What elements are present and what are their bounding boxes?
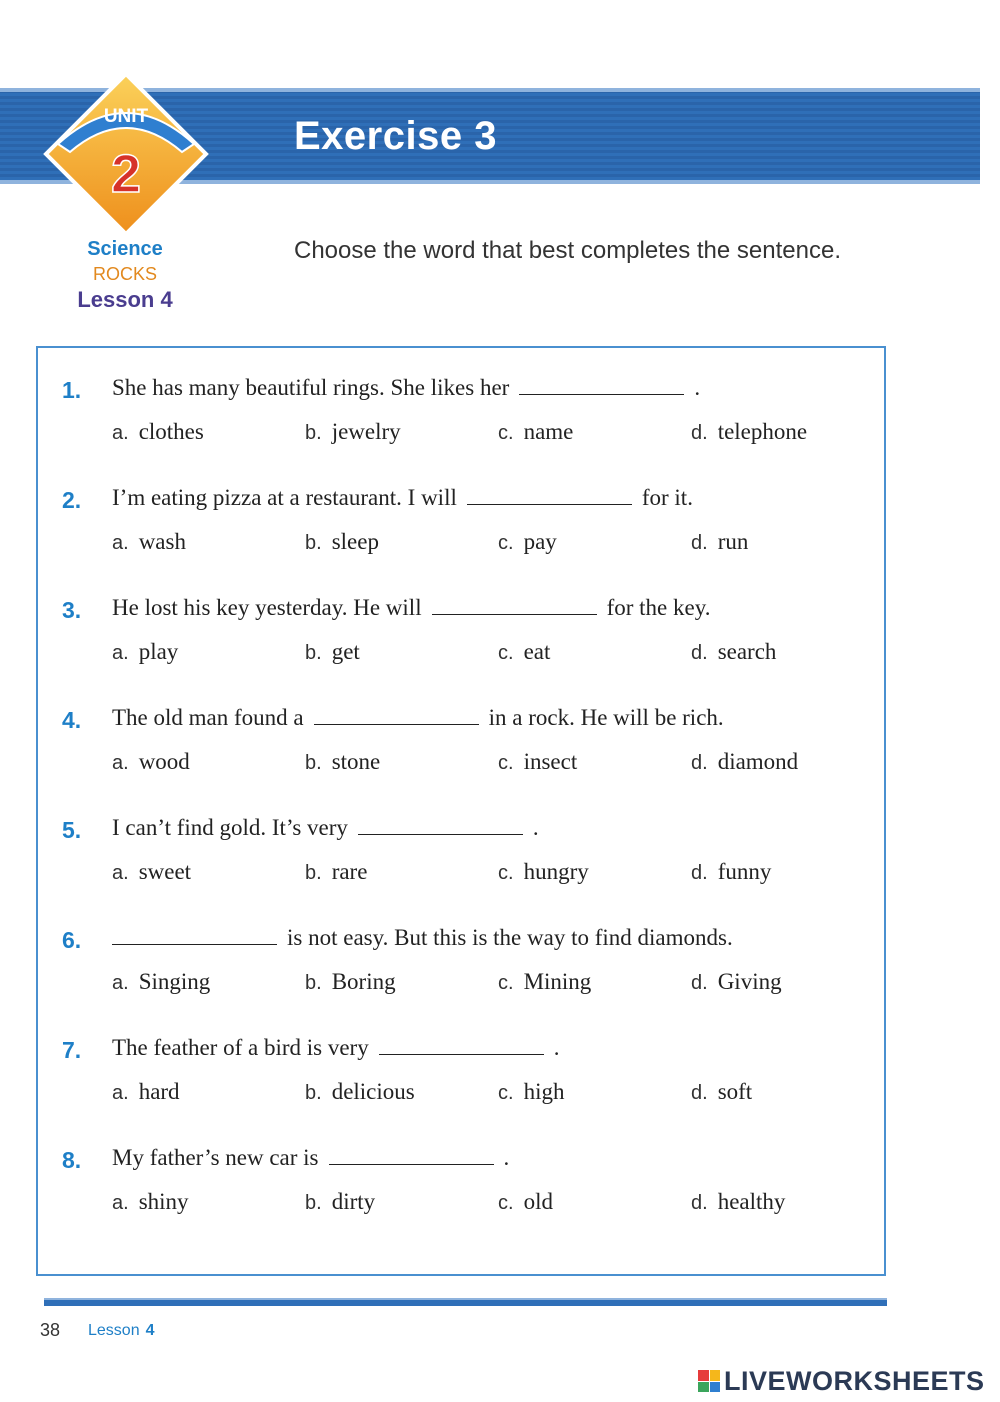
option-letter: d. <box>691 1082 708 1104</box>
sentence-before-blank: She has many beautiful rings. She likes her <box>112 375 510 400</box>
option-letter: b. <box>305 1082 322 1104</box>
theme-label: ROCKS <box>92 264 157 284</box>
instructions: Choose the word that best completes the sentence. <box>294 237 841 264</box>
sentence-after-blank: is not easy. But this is the way to find diamonds. <box>287 925 733 950</box>
answer-option[interactable] <box>112 1189 189 1215</box>
footer-lesson-number: 4 <box>145 1322 155 1339</box>
sentence-before-blank: My father’s new car is <box>112 1145 319 1170</box>
option-text: shiny <box>138 1189 189 1214</box>
answer-option[interactable] <box>112 639 178 665</box>
answer-option[interactable] <box>498 859 589 885</box>
answer-blank[interactable] <box>358 816 523 835</box>
question-number: 7. <box>62 1037 82 1063</box>
answer-option[interactable] <box>305 1189 375 1215</box>
answer-option[interactable] <box>691 639 776 665</box>
answer-options <box>112 419 872 449</box>
question-number: 1. <box>62 377 82 403</box>
answer-blank[interactable] <box>379 1036 544 1055</box>
option-text: run <box>717 529 749 554</box>
option-text: eat <box>523 639 551 664</box>
answer-options <box>112 749 872 779</box>
answer-option[interactable] <box>691 969 782 995</box>
answer-option[interactable] <box>691 749 798 775</box>
sentence-before-blank: He lost his key yesterday. He will <box>112 595 422 620</box>
option-letter: c. <box>498 972 514 994</box>
option-text: play <box>138 639 179 664</box>
option-letter: a. <box>112 972 129 994</box>
answer-options <box>112 1079 872 1109</box>
option-text: pay <box>523 529 557 554</box>
unit-word: UNIT <box>103 106 149 127</box>
option-text: Singing <box>138 969 211 994</box>
option-letter: a. <box>112 642 129 664</box>
option-letter: d. <box>691 532 708 554</box>
unit-number: 2 <box>110 144 142 204</box>
option-text: sleep <box>331 529 379 554</box>
footer-rule <box>44 1298 887 1306</box>
option-text: clothes <box>138 419 204 444</box>
brand-logo <box>698 1366 985 1396</box>
option-text: Giving <box>717 969 782 994</box>
option-letter: d. <box>691 862 708 884</box>
option-text: insect <box>523 749 578 774</box>
option-text: get <box>331 639 360 664</box>
option-letter: b. <box>305 422 322 444</box>
subject-label: Science <box>87 238 163 260</box>
option-text: healthy <box>717 1189 786 1214</box>
question-sentence <box>112 485 693 511</box>
option-text: hungry <box>523 859 589 884</box>
question-sentence <box>112 705 724 731</box>
option-text: Mining <box>523 969 592 994</box>
answer-option[interactable] <box>305 529 379 555</box>
answer-blank[interactable] <box>519 376 684 395</box>
question-number: 8. <box>62 1147 82 1173</box>
option-letter: a. <box>112 1082 129 1104</box>
answer-option[interactable] <box>498 1079 564 1105</box>
answer-option[interactable] <box>691 529 748 555</box>
question-sentence <box>112 1035 559 1061</box>
option-text: diamond <box>717 749 799 774</box>
answer-option[interactable] <box>112 969 210 995</box>
sentence-after-blank: in a rock. He will be rich. <box>488 705 724 730</box>
question-number: 2. <box>62 487 82 513</box>
sentence-after-blank: for the key. <box>606 595 711 620</box>
option-letter: b. <box>305 752 322 774</box>
liveworksheets-logo-icon <box>698 1370 720 1392</box>
answer-blank[interactable] <box>329 1146 494 1165</box>
answer-option[interactable] <box>305 749 380 775</box>
answer-option[interactable] <box>305 1079 415 1105</box>
unit-badge-icon <box>40 68 212 240</box>
sentence-after-blank: . <box>503 1145 510 1170</box>
sentence-before-blank: The feather of a bird is very <box>112 1035 369 1060</box>
answer-option[interactable] <box>498 419 573 445</box>
option-text: delicious <box>331 1079 415 1104</box>
answer-blank[interactable] <box>112 926 277 945</box>
option-letter: d. <box>691 1192 708 1214</box>
option-text: telephone <box>717 419 808 444</box>
answer-blank[interactable] <box>467 486 632 505</box>
answer-options <box>112 969 872 999</box>
answer-option[interactable] <box>305 859 367 885</box>
answer-option[interactable] <box>498 749 577 775</box>
option-letter: a. <box>112 862 129 884</box>
page-number: 38 <box>40 1320 61 1340</box>
question-sentence <box>112 925 733 951</box>
question-sentence <box>112 1145 509 1171</box>
option-letter: a. <box>112 752 129 774</box>
option-letter: c. <box>498 1192 514 1214</box>
sentence-after-blank: for it. <box>641 485 693 510</box>
option-text: wash <box>138 529 186 554</box>
answer-option[interactable] <box>691 419 807 445</box>
option-letter: c. <box>498 422 514 444</box>
option-text: stone <box>331 749 381 774</box>
option-text: soft <box>717 1079 753 1104</box>
question-sentence <box>112 595 710 621</box>
option-text: funny <box>717 859 772 884</box>
answer-option[interactable] <box>112 749 190 775</box>
answer-option[interactable] <box>112 419 204 445</box>
option-letter: b. <box>305 862 322 884</box>
option-text: wood <box>138 749 190 774</box>
sentence-before-blank: I’m eating pizza at a restaurant. I will <box>112 485 457 510</box>
question-sentence <box>112 375 700 401</box>
sentence-before-blank: The old man found a <box>112 705 304 730</box>
answer-blank[interactable] <box>314 706 479 725</box>
answer-option[interactable] <box>112 529 186 555</box>
answer-option[interactable] <box>498 1189 553 1215</box>
option-letter: b. <box>305 972 322 994</box>
option-letter: c. <box>498 1082 514 1104</box>
answer-options <box>112 529 872 559</box>
option-text: Boring <box>331 969 396 994</box>
question-number: 5. <box>62 817 82 843</box>
option-letter: d. <box>691 642 708 664</box>
option-text: old <box>523 1189 553 1214</box>
answer-options <box>112 859 872 889</box>
option-text: rare <box>331 859 368 884</box>
option-letter: a. <box>112 532 129 554</box>
option-letter: a. <box>112 422 129 444</box>
answer-option[interactable] <box>691 859 771 885</box>
option-text: jewelry <box>331 419 401 444</box>
footer-lesson-label: Lesson <box>88 1322 140 1339</box>
answer-option[interactable] <box>305 419 401 445</box>
answer-blank[interactable] <box>432 596 597 615</box>
option-letter: b. <box>305 1192 322 1214</box>
answer-option[interactable] <box>112 859 191 885</box>
sentence-after-blank: . <box>532 815 539 840</box>
option-text: search <box>717 639 777 664</box>
question-number: 4. <box>62 707 82 733</box>
option-letter: d. <box>691 972 708 994</box>
answer-option[interactable] <box>498 969 591 995</box>
option-letter: b. <box>305 532 322 554</box>
answer-options <box>112 639 872 669</box>
sentence-after-blank: . <box>694 375 701 400</box>
option-text: dirty <box>331 1189 376 1214</box>
question-number: 6. <box>62 927 82 953</box>
sentence-after-blank: . <box>553 1035 560 1060</box>
sentence-before-blank: I can’t find gold. It’s very <box>112 815 348 840</box>
option-letter: c. <box>498 752 514 774</box>
answer-option[interactable] <box>305 639 360 665</box>
page-title: Exercise 3 <box>294 114 497 158</box>
answer-option[interactable] <box>498 639 550 665</box>
answer-option[interactable] <box>691 1189 785 1215</box>
footer-lesson <box>88 1322 155 1340</box>
question-number: 3. <box>62 597 82 623</box>
option-letter: c. <box>498 532 514 554</box>
answer-option[interactable] <box>305 969 396 995</box>
option-letter: d. <box>691 422 708 444</box>
option-text: hard <box>138 1079 180 1104</box>
option-letter: a. <box>112 1192 129 1214</box>
answer-option[interactable] <box>498 529 557 555</box>
option-letter: d. <box>691 752 708 774</box>
option-letter: c. <box>498 862 514 884</box>
option-text: sweet <box>138 859 192 884</box>
answer-options <box>112 1189 872 1219</box>
option-text: name <box>523 419 574 444</box>
answer-option[interactable] <box>112 1079 180 1105</box>
lesson-label: Lesson 4 <box>77 287 173 312</box>
option-text: high <box>523 1079 565 1104</box>
question-sentence <box>112 815 539 841</box>
option-letter: b. <box>305 642 322 664</box>
answer-option[interactable] <box>691 1079 752 1105</box>
brand-name: LIVEWORKSHEETS <box>724 1365 985 1396</box>
option-letter: c. <box>498 642 514 664</box>
